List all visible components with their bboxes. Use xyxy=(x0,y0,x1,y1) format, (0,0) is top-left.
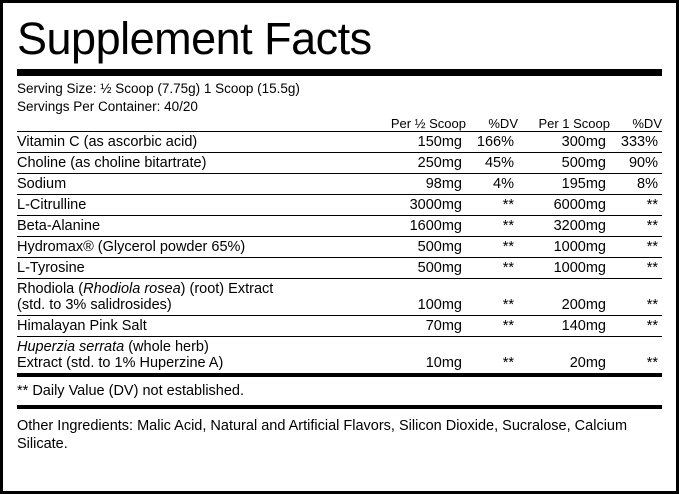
header-per-one-scoop: Per 1 Scoop xyxy=(538,116,610,131)
nutrient-dv-one: ** xyxy=(610,195,662,216)
nutrient-amount-one: 500mg xyxy=(518,153,610,174)
header-per-half-scoop: Per ½ Scoop xyxy=(390,116,466,131)
table-row xyxy=(17,216,662,237)
nutrient-dv-one: ** xyxy=(610,279,662,316)
page-title: Supplement Facts xyxy=(17,13,372,64)
nutrient-dv-half: 4% xyxy=(466,174,518,195)
nutrient-dv-half: 45% xyxy=(466,153,518,174)
table-row xyxy=(17,337,662,374)
nutrient-dv-half: ** xyxy=(466,279,518,316)
serving-size-text: Serving Size: ½ Scoop (7.75g) 1 Scoop (15.5g) xyxy=(17,81,300,96)
nutrient-amount-one: 140mg xyxy=(518,316,610,337)
nutrient-amount-one: 195mg xyxy=(518,174,610,195)
nutrient-amount-half: 1600mg xyxy=(378,216,466,237)
nutrition-table xyxy=(17,116,662,373)
nutrient-amount-half: 500mg xyxy=(378,258,466,279)
nutrient-dv-half: ** xyxy=(466,195,518,216)
nutrient-name: Beta-Alanine xyxy=(17,216,378,237)
table-row xyxy=(17,279,662,316)
servings-per-container-text: Servings Per Container: 40/20 xyxy=(17,98,198,114)
nutrient-amount-one: 1000mg xyxy=(518,237,610,258)
table-row xyxy=(17,316,662,337)
nutrient-amount-one: 20mg xyxy=(518,337,610,374)
header-blank xyxy=(17,116,378,132)
nutrient-dv-half: ** xyxy=(466,237,518,258)
nutrient-name: Huperzia serrata (whole herb) Extract (std. to 1% Huperzine A) xyxy=(17,337,378,374)
nutrient-name: L-Citrulline xyxy=(17,195,378,216)
other-ingredients-text: Other Ingredients: Malic Acid, Natural and Artificial Flavors, Silicon Dioxide, Sucralose, Calcium Silicate. xyxy=(17,418,628,452)
nutrient-amount-half: 3000mg xyxy=(378,195,466,216)
table-row xyxy=(17,195,662,216)
table-row xyxy=(17,132,662,153)
nutrient-amount-one: 3200mg xyxy=(518,216,610,237)
nutrient-dv-half: ** xyxy=(466,216,518,237)
nutrient-amount-half: 98mg xyxy=(378,174,466,195)
nutrient-amount-one: 6000mg xyxy=(518,195,610,216)
nutrient-dv-half: ** xyxy=(466,337,518,374)
table-row xyxy=(17,174,662,195)
nutrient-dv-one: 8% xyxy=(610,174,662,195)
table-row xyxy=(17,153,662,174)
nutrient-amount-one: 300mg xyxy=(518,132,610,153)
header-dv-half: %DV xyxy=(488,116,518,131)
nutrient-name: Choline (as choline bitartrate) xyxy=(17,153,378,174)
nutrient-amount-half: 70mg xyxy=(378,316,466,337)
nutrient-name: Rhodiola (Rhodiola rosea) (root) Extract (std. to 3% salidrosides) xyxy=(17,279,378,316)
table-row xyxy=(17,237,662,258)
nutrient-name: Vitamin C (as ascorbic acid) xyxy=(17,132,378,153)
daily-value-note: ** Daily Value (DV) not established. xyxy=(17,383,245,399)
nutrient-amount-half: 10mg xyxy=(378,337,466,374)
nutrient-amount-half: 250mg xyxy=(378,153,466,174)
nutrient-name: Himalayan Pink Salt xyxy=(17,316,378,337)
nutrient-dv-half: ** xyxy=(466,258,518,279)
nutrient-amount-one: 1000mg xyxy=(518,258,610,279)
nutrient-name: Hydromax® (Glycerol powder 65%) xyxy=(17,237,378,258)
nutrient-dv-half: 166% xyxy=(466,132,518,153)
nutrient-dv-one: 333% xyxy=(610,132,662,153)
nutrient-dv-one: ** xyxy=(610,237,662,258)
nutrient-dv-one: ** xyxy=(610,337,662,374)
nutrient-amount-half: 100mg xyxy=(378,279,466,316)
nutrient-amount-half: 150mg xyxy=(378,132,466,153)
nutrient-name: L-Tyrosine xyxy=(17,258,378,279)
nutrient-dv-one: ** xyxy=(610,316,662,337)
title-divider xyxy=(17,69,662,76)
nutrient-dv-one: ** xyxy=(610,216,662,237)
header-dv-one: %DV xyxy=(632,116,662,131)
nutrient-dv-one: ** xyxy=(610,258,662,279)
table-row xyxy=(17,258,662,279)
table-header-row xyxy=(17,116,662,132)
nutrient-dv-one: 90% xyxy=(610,153,662,174)
nutrient-amount-one: 200mg xyxy=(518,279,610,316)
nutrient-amount-half: 500mg xyxy=(378,237,466,258)
nutrient-name: Sodium xyxy=(17,174,378,195)
nutrient-dv-half: ** xyxy=(466,316,518,337)
